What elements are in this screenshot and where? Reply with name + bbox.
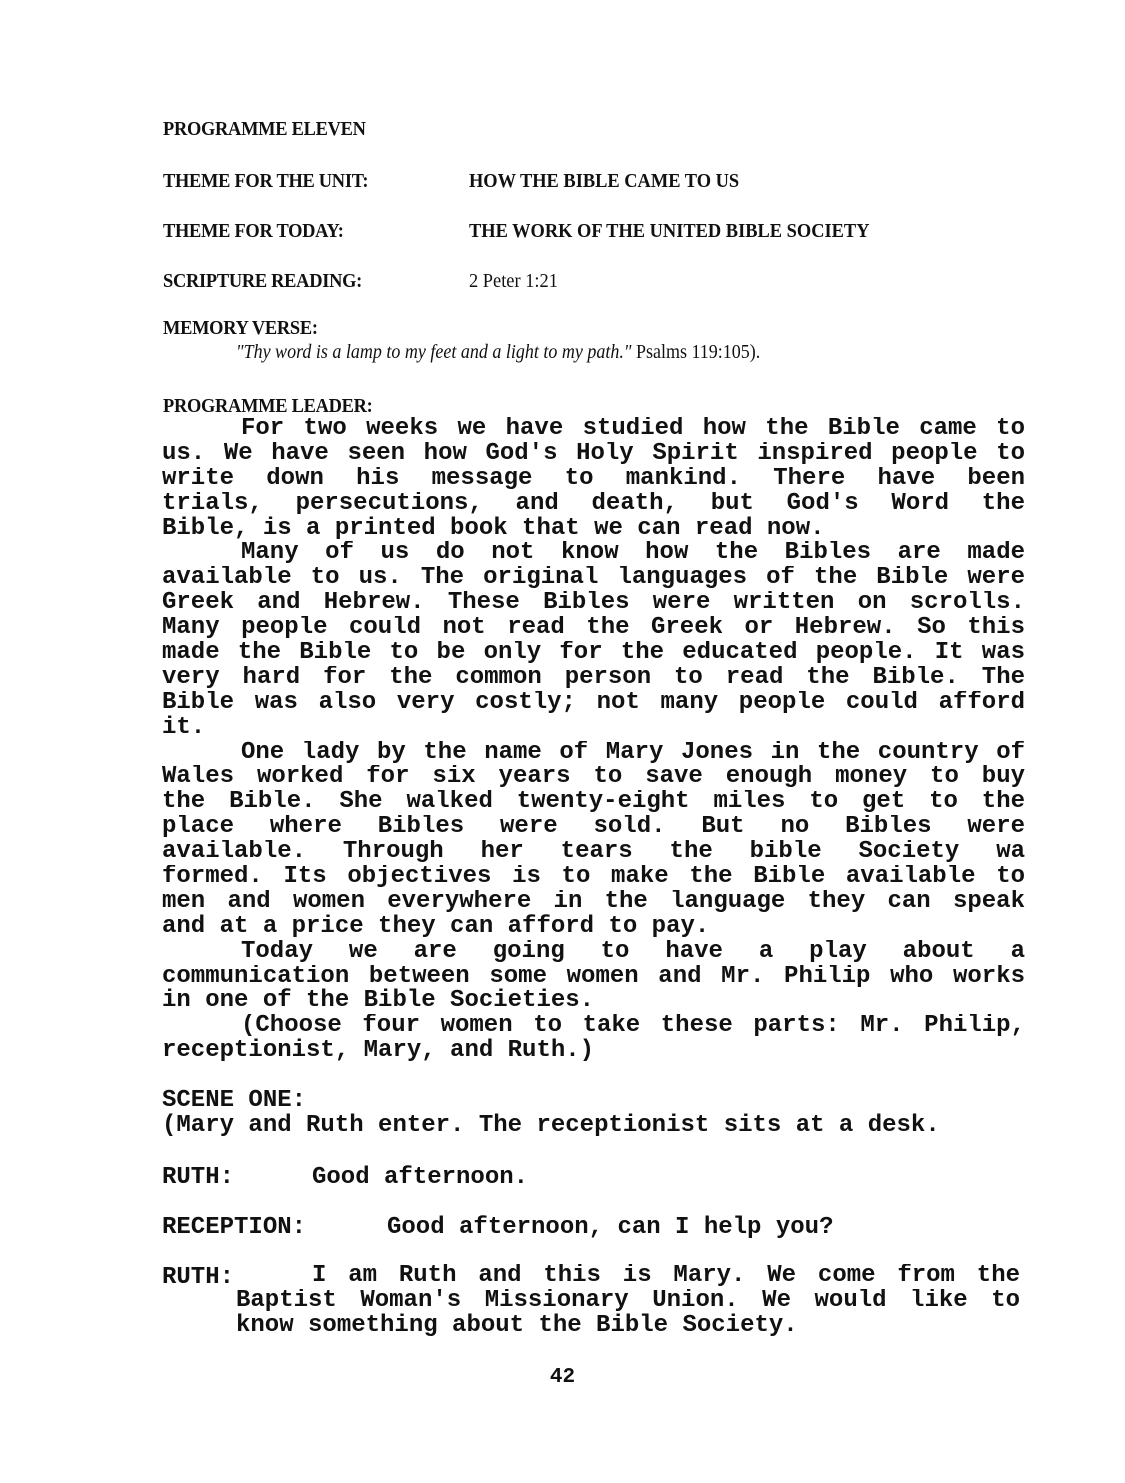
paragraph-line: the Bible. She walked twenty-eight miles to get to the bbox=[162, 790, 1025, 816]
scene-one bbox=[162, 1089, 1025, 1139]
memory-verse bbox=[236, 340, 760, 364]
paragraph-line: men and women everywhere in the language they can speak bbox=[162, 889, 1025, 915]
unit-theme-value: HOW THE BIBLE CAME TO US bbox=[469, 170, 740, 192]
paragraph-line: (Choose four women to take these parts: Mr. Philip, bbox=[241, 1014, 1025, 1040]
paragraph-line: place where Bibles were sold. But no Bibles were bbox=[162, 815, 1025, 841]
paragraph-line: made the Bible to be only for the educated people. It was bbox=[162, 641, 1025, 666]
paragraph-line: Many of us do not know how the Bibles are made bbox=[241, 541, 1025, 567]
speech: Good afternoon, can I help you? bbox=[387, 1214, 834, 1241]
speech: I am Ruth and this is Mary. We come from the bbox=[312, 1264, 1020, 1289]
dialogue-line bbox=[162, 1264, 1020, 1339]
programme-title: PROGRAMME ELEVEN bbox=[163, 118, 366, 140]
paragraph-line: very hard for the common person to read the Bible. The bbox=[162, 665, 1025, 691]
paragraph-line: For two weeks we have studied how the Bible came to bbox=[241, 417, 1025, 442]
programme-leader-label: PROGRAMME LEADER: bbox=[163, 395, 373, 417]
paragraph-line: Wales worked for six years to save enough money to buy bbox=[162, 765, 1025, 791]
scripture-label: SCRIPTURE READING: bbox=[163, 270, 362, 292]
dialogue-line bbox=[162, 1164, 1025, 1189]
paragraph-line: and at a price they can afford to pay. bbox=[162, 912, 710, 940]
paragraph-line: communication between some women and Mr. Philip who works bbox=[162, 964, 1025, 990]
leader-text bbox=[162, 417, 1025, 1064]
memory-verse-label: MEMORY VERSE: bbox=[163, 317, 318, 339]
dialogue-line bbox=[162, 1214, 1025, 1239]
speech: Good afternoon. bbox=[312, 1164, 529, 1191]
memory-verse-ref: Psalms 119:105). bbox=[635, 341, 761, 363]
speaker: RUTH: bbox=[162, 1164, 235, 1191]
paragraph-line: write down his message to mankind. There have been bbox=[162, 466, 1025, 492]
paragraph-line: Many people could not read the Greek or Hebrew. So this bbox=[162, 616, 1025, 642]
paragraph-line: us. We have seen how God's Holy Spirit inspired people to bbox=[162, 441, 1025, 467]
paragraph-line: receptionist, Mary, and Ruth.) bbox=[162, 1037, 595, 1065]
paragraph-line: Bible, is a printed book that we can read now. bbox=[162, 514, 825, 542]
scripture-value: 2 Peter 1:21 bbox=[469, 270, 558, 292]
paragraph-line: formed. Its objectives is to make the Bible available to bbox=[162, 865, 1025, 890]
today-theme-value: THE WORK OF THE UNITED BIBLE SOCIETY bbox=[469, 220, 870, 242]
speaker: RECEPTION: bbox=[162, 1214, 307, 1241]
paragraph-line: One lady by the name of Mary Jones in the country of bbox=[241, 740, 1025, 766]
memory-verse-quote: "Thy word is a lamp to my feet and a light to my path." bbox=[236, 341, 632, 363]
paragraph-line: trials, persecutions, and death, but God's Word the bbox=[162, 491, 1025, 517]
stage-direction: (Mary and Ruth enter. The receptionist sits at a desk. bbox=[162, 1111, 940, 1139]
paragraph-line: available. Through her tears the bible Society wa bbox=[162, 840, 1025, 866]
paragraph-line: available to us. The original languages of the Bible were bbox=[162, 566, 1025, 592]
paragraph-line: Today we are going to have a play about a bbox=[241, 939, 1025, 965]
speech: know something about the Bible Society. bbox=[236, 1311, 798, 1339]
page-number: 42 bbox=[549, 1366, 576, 1389]
paragraph-line: Greek and Hebrew. These Bibles were written on scrolls. bbox=[162, 591, 1025, 617]
today-theme-label: THEME FOR TODAY: bbox=[163, 220, 344, 242]
paragraph-line: it. bbox=[162, 713, 206, 741]
speech: Baptist Woman's Missionary Union. We would like to bbox=[236, 1288, 1020, 1314]
scene-title: SCENE ONE: bbox=[162, 1087, 307, 1114]
unit-theme-label: THEME FOR THE UNIT: bbox=[163, 170, 369, 192]
paragraph-line: Bible was also very costly; not many people could afford bbox=[162, 690, 1025, 716]
speaker: RUTH: bbox=[162, 1264, 235, 1291]
paragraph-line: in one of the Bible Societies. bbox=[162, 987, 595, 1015]
